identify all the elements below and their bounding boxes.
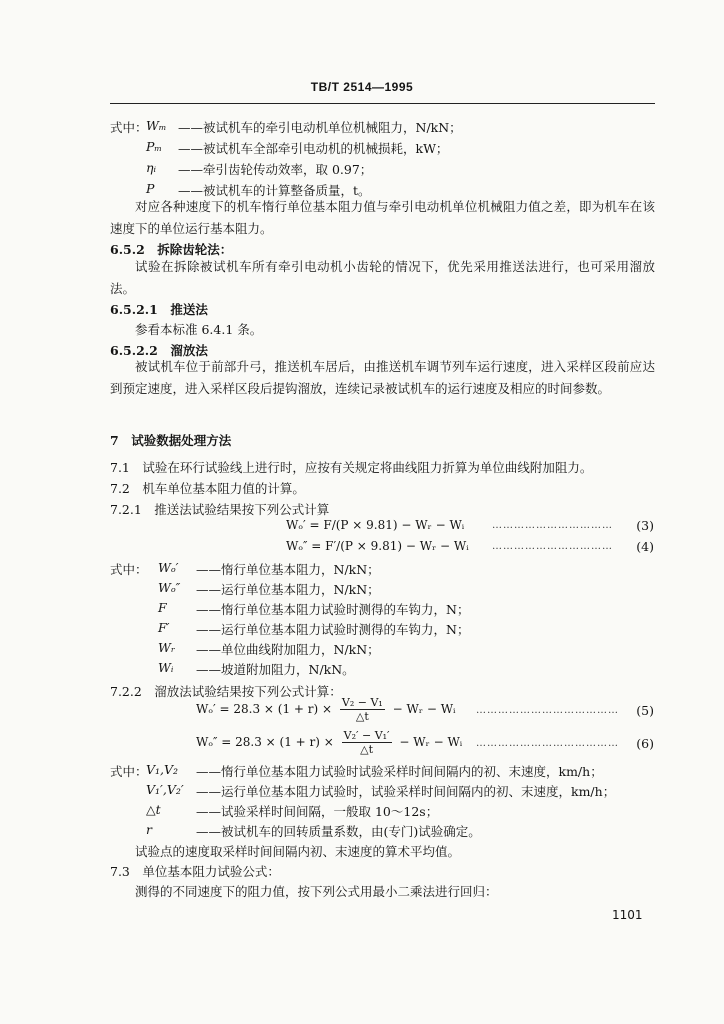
def-symbol: F	[158, 600, 167, 615]
def-text: ——单位曲线附加阻力，N/kN；	[196, 642, 380, 657]
eq-numerator: V₂′ − V₁′	[343, 729, 390, 742]
def-text: ——牵引齿轮传动效率，取 0.97；	[178, 162, 373, 177]
def-text: ——试验采样时间间隔，一般取 10～12s；	[196, 804, 439, 819]
def-text: ——惰行单位基本阻力试验时试验采样时间间隔内的初、末速度，km/h；	[196, 764, 603, 779]
defs2-lead: 式中：	[110, 562, 148, 577]
def-text: ——坡道附加阻力，N/kN。	[196, 662, 355, 677]
page-number: 1101	[612, 908, 643, 922]
paragraph: 7.1 试验在环行试验线上进行时，应按有关规定将曲线阻力折算为单位曲线附加阻力。	[110, 460, 593, 475]
section-heading: 7 试验数据处理方法	[110, 433, 232, 448]
def-symbol: Pₘ	[146, 139, 163, 154]
equation-5	[196, 696, 455, 723]
def-symbol: F′	[158, 620, 170, 635]
paragraph: 被试机车位于前部升弓，推送机车居后，由推送机车调节列车运行速度，进入采样区段前应达到预定速度，进入采样区段后提钩溜放，连续记录被试机车的运行速度及相应的时间参数。	[110, 359, 655, 396]
def-text: ——惰行单位基本阻力试验时测得的车钩力，N；	[196, 602, 470, 617]
def-symbol: Wᵣ	[158, 640, 176, 655]
leader-dots: …………………………………	[476, 705, 619, 716]
equation-number: (5)	[636, 703, 654, 718]
def-symbol: Wᵢ	[158, 660, 174, 675]
def-text: ——被试机车的牵引电动机单位机械阻力，N/kN；	[178, 120, 462, 135]
eq-denominator: △t	[355, 710, 369, 723]
eq-numerator: V₂ − V₁	[341, 696, 383, 709]
page-header: TB/T 2514—1995	[310, 80, 414, 94]
eq-rhs: − Wᵣ − Wᵢ	[392, 702, 456, 716]
leader-dots: …………………………………	[476, 738, 619, 749]
def-symbol: Wₒ″	[158, 580, 181, 595]
paragraph: 对应各种速度下的机车惰行单位基本阻力值与牵引电动机单位机械阻力值之差，即为机车在该速度下的单位运行基本阻力。	[110, 199, 655, 236]
def-symbol: Wₒ′	[158, 560, 179, 575]
def-text: ——运行单位基本阻力，N/kN；	[196, 582, 380, 597]
def-symbol: △t	[146, 802, 161, 817]
eq-lhs: Wₒ″ = 28.3 × (1 + r) ×	[196, 735, 334, 749]
paragraph: 7.2.2 溜放法试验结果按下列公式计算：	[110, 684, 342, 699]
section-heading: 6.5.2.2 溜放法	[110, 343, 208, 358]
eq-fraction	[342, 729, 392, 756]
def-symbol: ηᵢ	[146, 160, 157, 175]
eq-denominator: △t	[360, 743, 374, 756]
section-heading: 6.5.2.1 推送法	[110, 302, 208, 317]
equation-6	[196, 729, 462, 756]
def-symbol: V₁′,V₂′	[146, 782, 184, 797]
eq-fraction	[340, 696, 385, 723]
paragraph: 测得的不同速度下的阻力值，按下列公式用最小二乘法进行回归：	[135, 884, 498, 899]
paragraph: 7.2.1 推送法试验结果按下列公式计算	[110, 502, 330, 517]
defs3-lead: 式中：	[110, 764, 148, 779]
def-text: ——运行单位基本阻力试验时测得的车钩力，N；	[196, 622, 470, 637]
def-symbol: V₁,V₂	[146, 762, 179, 777]
equation-number: (3)	[636, 518, 654, 533]
paragraph: 7.2 机车单位基本阻力值的计算。	[110, 481, 305, 496]
paragraph: 参看本标准 6.4.1 条。	[135, 322, 263, 337]
section-heading: 6.5.2 拆除齿轮法：	[110, 242, 233, 257]
def-symbol: P	[146, 181, 155, 196]
equation-3: Wₒ′ = F/(P × 9.81) − Wᵣ − Wᵢ	[286, 518, 465, 532]
leader-dots: ……………………………	[492, 520, 613, 531]
def-text: ——被试机车全部牵引电动机的机械损耗，kW；	[178, 141, 449, 156]
paragraph: 试验在拆除被试机车所有牵引电动机小齿轮的情况下，优先采用推送法进行，也可采用溜放法。	[110, 259, 655, 296]
defs1-lead: 式中：	[110, 120, 148, 135]
paragraph: 试验点的速度取采样时间间隔内初、末速度的算术平均值。	[135, 844, 461, 859]
def-symbol: Wₘ	[146, 118, 167, 133]
equation-4: Wₒ″ = F′/(P × 9.81) − Wᵣ − Wᵢ	[286, 539, 469, 553]
leader-dots: ……………………………	[492, 541, 613, 552]
equation-number: (6)	[636, 736, 654, 751]
header-rule	[110, 103, 655, 104]
def-text: ——被试机车的计算整备质量，t。	[178, 183, 371, 198]
def-text: ——惰行单位基本阻力，N/kN；	[196, 562, 380, 577]
def-text: ——被试机车的回转质量系数，由(专门)试验确定。	[196, 824, 481, 839]
equation-number: (4)	[636, 539, 654, 554]
def-text: ——运行单位基本阻力试验时，试验采样时间间隔内的初、末速度，km/h；	[196, 784, 616, 799]
eq-rhs: − Wᵣ − Wᵢ	[399, 735, 463, 749]
def-symbol: r	[146, 822, 152, 837]
eq-lhs: Wₒ′ = 28.3 × (1 + r) ×	[196, 702, 333, 716]
section-heading: 7.3 单位基本阻力试验公式：	[110, 864, 280, 879]
